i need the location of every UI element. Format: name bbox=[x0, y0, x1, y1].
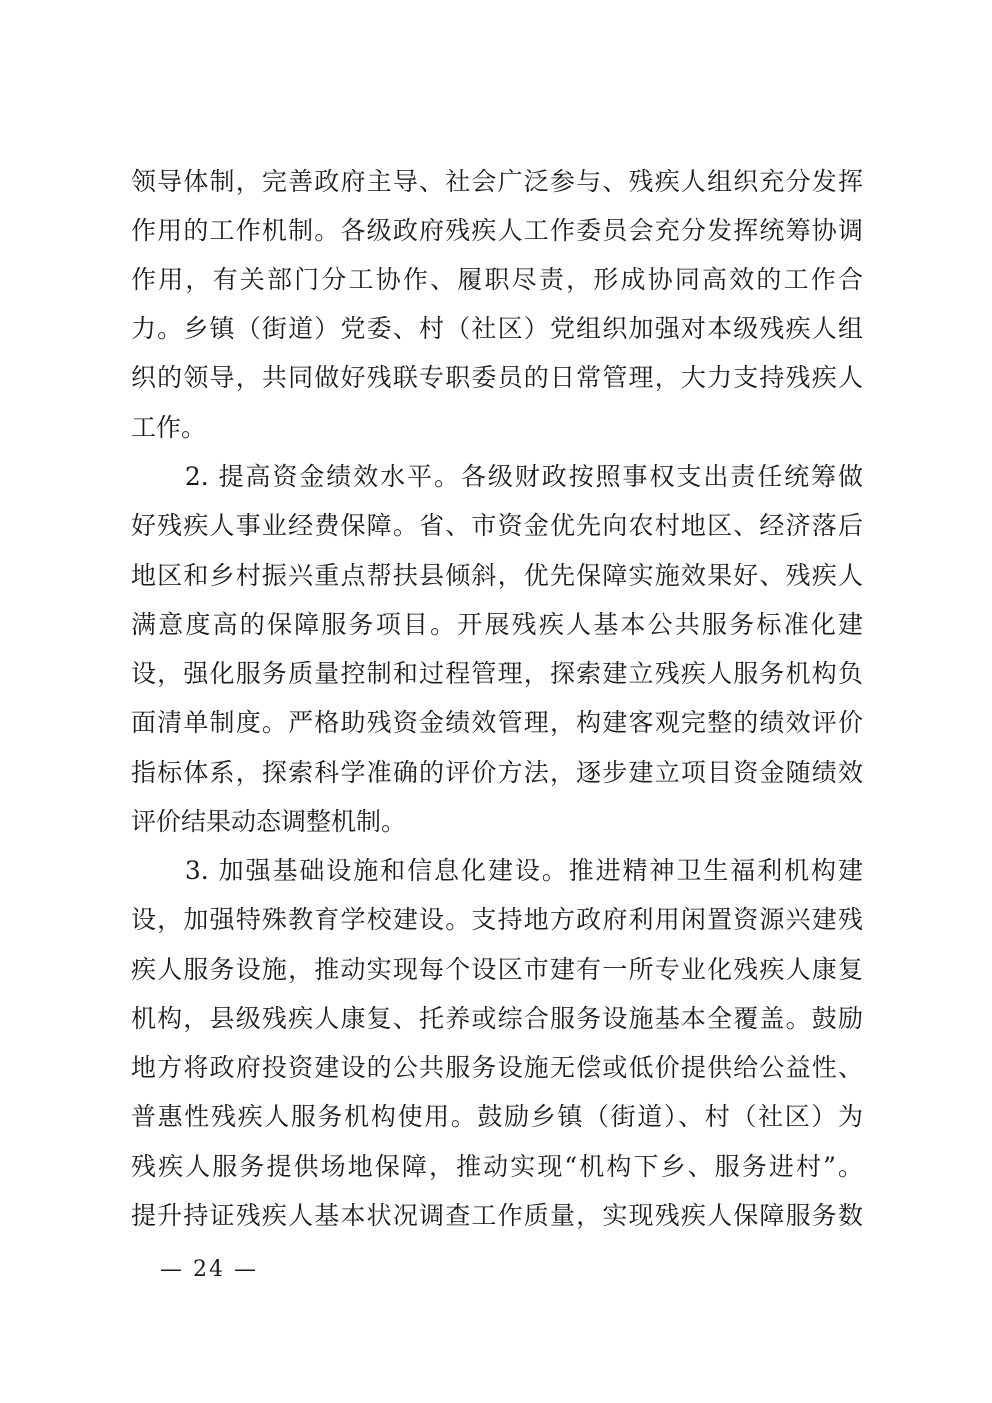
text-line: 工作。 bbox=[131, 413, 207, 442]
text-line: 指标体系，探索科学准确的评价方法，逐步建立项目资金随绩效 bbox=[131, 758, 863, 787]
page-number: — 24 — bbox=[160, 1257, 258, 1282]
text-line: 地区和乡村振兴重点帮扶县倾斜，优先保障实施效果好、残疾人 bbox=[131, 561, 863, 590]
text-line: 评价结果动态调整机制。 bbox=[131, 807, 407, 836]
text-line: 普惠性残疾人服务机构使用。鼓励乡镇（街道）、村（社区）为 bbox=[131, 1102, 863, 1131]
text-line: 设，加强特殊教育学校建设。支持地方政府利用闲置资源兴建残 bbox=[131, 905, 863, 934]
text-line: 满意度高的保障服务项目。开展残疾人基本公共服务标准化建 bbox=[131, 610, 863, 639]
text-line: 3. 加强基础设施和信息化建设。推进精神卫生福利机构建 bbox=[131, 856, 863, 885]
text-line: 好残疾人事业经费保障。省、市资金优先向农村地区、经济落后 bbox=[131, 511, 863, 540]
text-line: 机构，县级残疾人康复、托养或综合服务设施基本全覆盖。鼓励 bbox=[131, 1004, 863, 1033]
text-line: 提升持证残疾人基本状况调查工作质量，实现残疾人保障服务数 bbox=[131, 1201, 863, 1230]
text-line: 作用的工作机制。各级政府残疾人工作委员会充分发挥统筹协调 bbox=[131, 216, 863, 245]
text-line: 2. 提高资金绩效水平。各级财政按照事权支出责任统筹做 bbox=[131, 462, 863, 491]
text-line: 面清单制度。严格助残资金绩效管理，构建客观完整的绩效评价 bbox=[131, 708, 863, 737]
text-line: 设，强化服务质量控制和过程管理，探索建立残疾人服务机构负 bbox=[131, 659, 863, 688]
text-line: 疾人服务设施，推动实现每个设区市建有一所专业化残疾人康复 bbox=[131, 955, 863, 984]
text-line: 织的领导，共同做好残联专职委员的日常管理，大力支持残疾人 bbox=[131, 363, 863, 392]
text-line: 作用，有关部门分工协作、履职尽责，形成协同高效的工作合 bbox=[131, 265, 863, 294]
text-line: 残疾人服务提供场地保障，推动实现“机构下乡、服务进村”。 bbox=[131, 1152, 863, 1181]
text-line: 力。乡镇（街道）党委、村（社区）党组织加强对本级残疾人组 bbox=[131, 314, 863, 343]
text-line: 地方将政府投资建设的公共服务设施无偿或低价提供给公益性、 bbox=[131, 1053, 863, 1082]
text-line: 领导体制，完善政府主导、社会广泛参与、残疾人组织充分发挥 bbox=[131, 167, 863, 196]
